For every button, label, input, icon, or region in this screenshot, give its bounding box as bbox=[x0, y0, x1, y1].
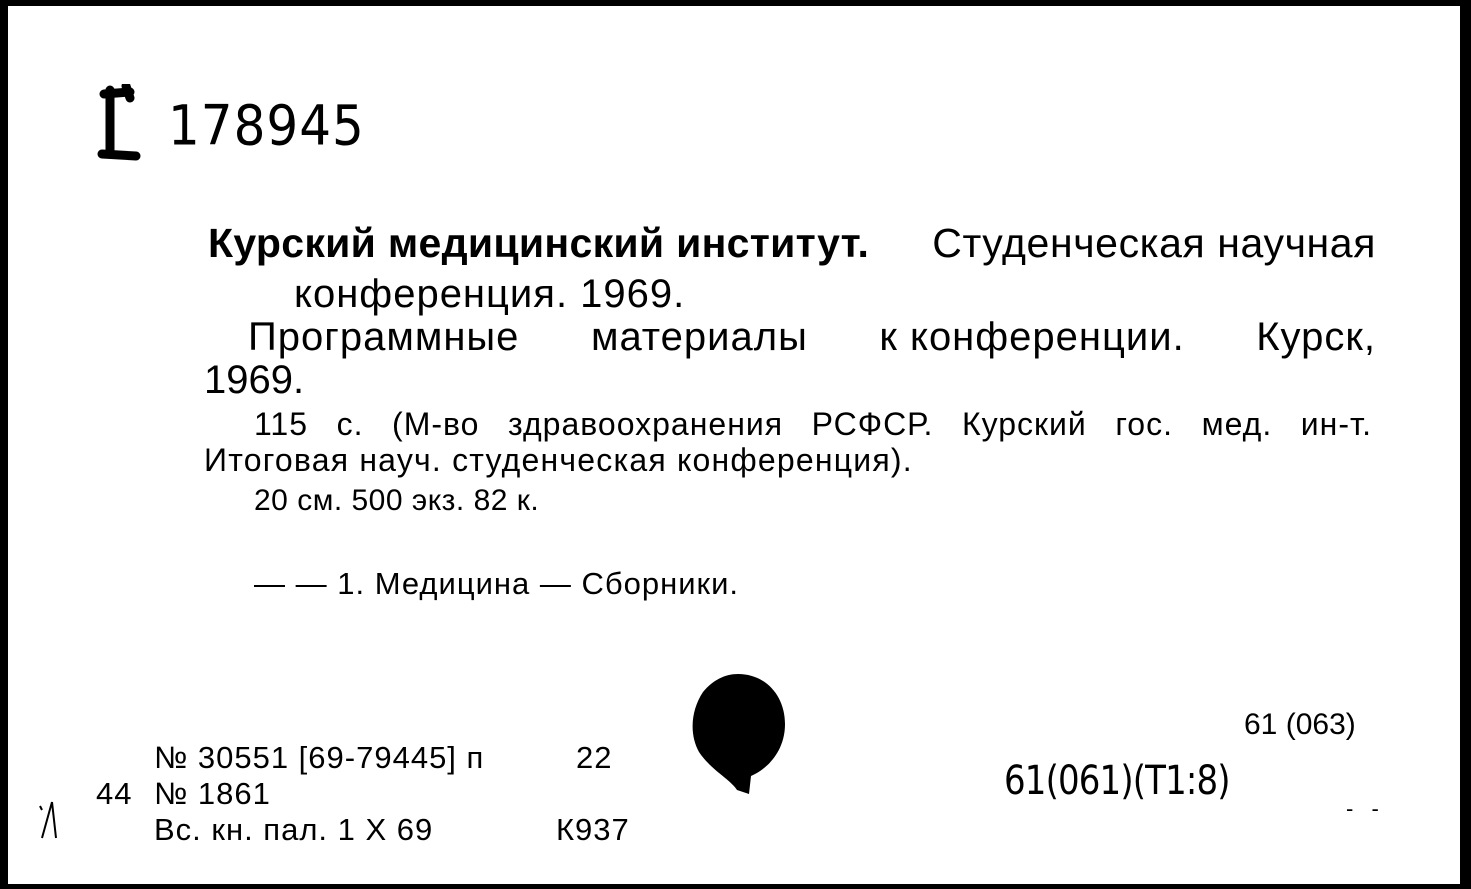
classification-code: 61 (063) bbox=[1244, 708, 1356, 741]
title-line bbox=[208, 220, 1376, 266]
title-word: к конференции. bbox=[879, 315, 1185, 359]
author-heading: Курский медицинский институт. bbox=[208, 220, 870, 266]
punched-hole-mark bbox=[691, 672, 786, 797]
pencil-mark bbox=[38, 794, 62, 844]
imprint-code: К937 bbox=[556, 812, 630, 847]
handwritten-bracket-mark bbox=[96, 84, 144, 164]
subject-tracing: — — 1. Медицина — Сборники. bbox=[254, 566, 740, 601]
imprint-prefix: 44 bbox=[96, 776, 133, 811]
handwritten-inventory-number: 178945 bbox=[168, 94, 365, 158]
title-word: Программные bbox=[248, 315, 520, 359]
imprint-press-info: Вс. кн. пал. 1 Х 69 bbox=[154, 812, 434, 847]
title-line-2: конференция. 1969. bbox=[294, 272, 686, 316]
imprint-number-22: 22 bbox=[576, 740, 613, 775]
publication-place: Курск, bbox=[1256, 315, 1376, 359]
physical-description: 20 см. 500 экз. 82 к. bbox=[254, 484, 540, 517]
collation-line: 115 с. (М-во здравоохранения РСФСР. Курский гос. мед. ин-т. bbox=[254, 406, 1372, 442]
title-continuation: Студенческая научная bbox=[932, 220, 1376, 266]
dash-marks: - - bbox=[1346, 796, 1385, 821]
title-line-3 bbox=[248, 315, 1376, 360]
series-line: Итоговая науч. студенческая конференция). bbox=[204, 442, 913, 478]
imprint-order-number: № 30551 [69-79445] п bbox=[154, 740, 485, 775]
title-word: материалы bbox=[590, 315, 808, 359]
imprint-card-number: № 1861 bbox=[154, 776, 271, 811]
publication-year: 1969. bbox=[204, 358, 305, 402]
handwritten-classification: 61(061)(Т1:8) bbox=[1004, 758, 1230, 804]
catalog-card bbox=[8, 6, 1460, 884]
